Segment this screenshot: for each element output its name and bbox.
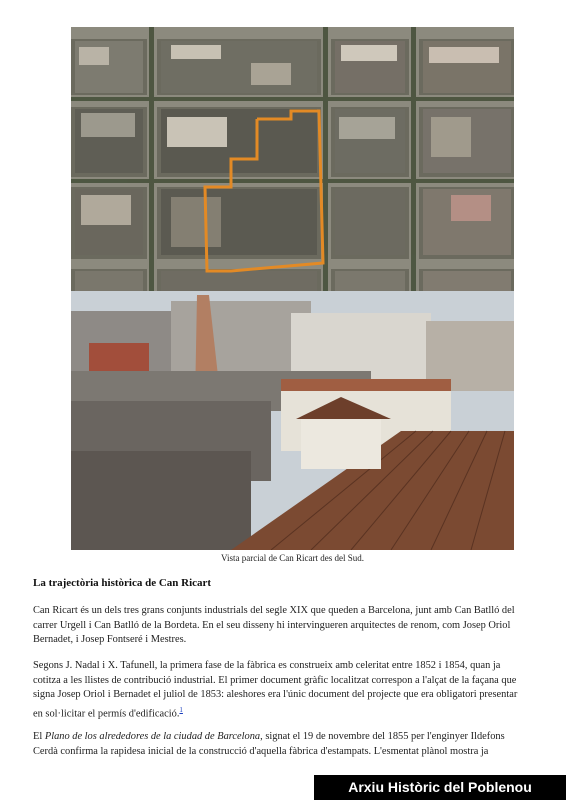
paragraph-1: Can Ricart és un dels tres grans conjunts industrials del segle XIX que queden a Barcelona, junt amb Can Batlló del carrer Urgell i Can Batlló de la Bordeta. En el seu disseny hi intervingueren arquitectes de renom, com Josep Oriol Bernadet, i Josep Fontseré i Mestres. <box>33 605 515 645</box>
photo-caption: Vista parcial de Can Ricart des del Sud. <box>221 553 364 563</box>
aerial-photo-drawing <box>71 27 514 291</box>
paragraph-3-title: Plano de los alrededores de la ciudad de Barcelona <box>44 731 261 742</box>
paragraph-3-rest: , signat el 19 de novembre del 1855 per l'enginyer Ildefons Cerdà confirma la rapidesa inicial de la construcció d'aquella fàbrica d'estampats. L'esmentat plànol mostra ja <box>33 731 505 757</box>
street-photo-drawing <box>71 291 514 550</box>
aerial-photo <box>71 27 514 291</box>
street-photo <box>71 291 514 550</box>
section-heading: La trajectòria històrica de Can Ricart <box>33 577 212 589</box>
paragraph-2-text: Segons J. Nadal i X. Tafunell, la primera fase de la fàbrica es construeix amb celeritat entre 1852 i 1854, quan ja cotitza a les llistes de contribució industrial. El primer document gràfic localitzat correspon a l'alçat de la façana que signa Josep Oriol i Bernadet el juliol de 1853: aleshores era l'únic document del projecte que era obligatori presentar en sol·licitar el permís d'edificació. <box>33 660 518 719</box>
footnote-link[interactable]: 1 <box>179 705 183 714</box>
paragraph-3 <box>33 730 523 759</box>
paragraph-2 <box>33 659 523 721</box>
paragraph-3-intro: El <box>33 731 45 742</box>
archive-watermark: Arxiu Històric del Poblenou <box>314 775 566 800</box>
